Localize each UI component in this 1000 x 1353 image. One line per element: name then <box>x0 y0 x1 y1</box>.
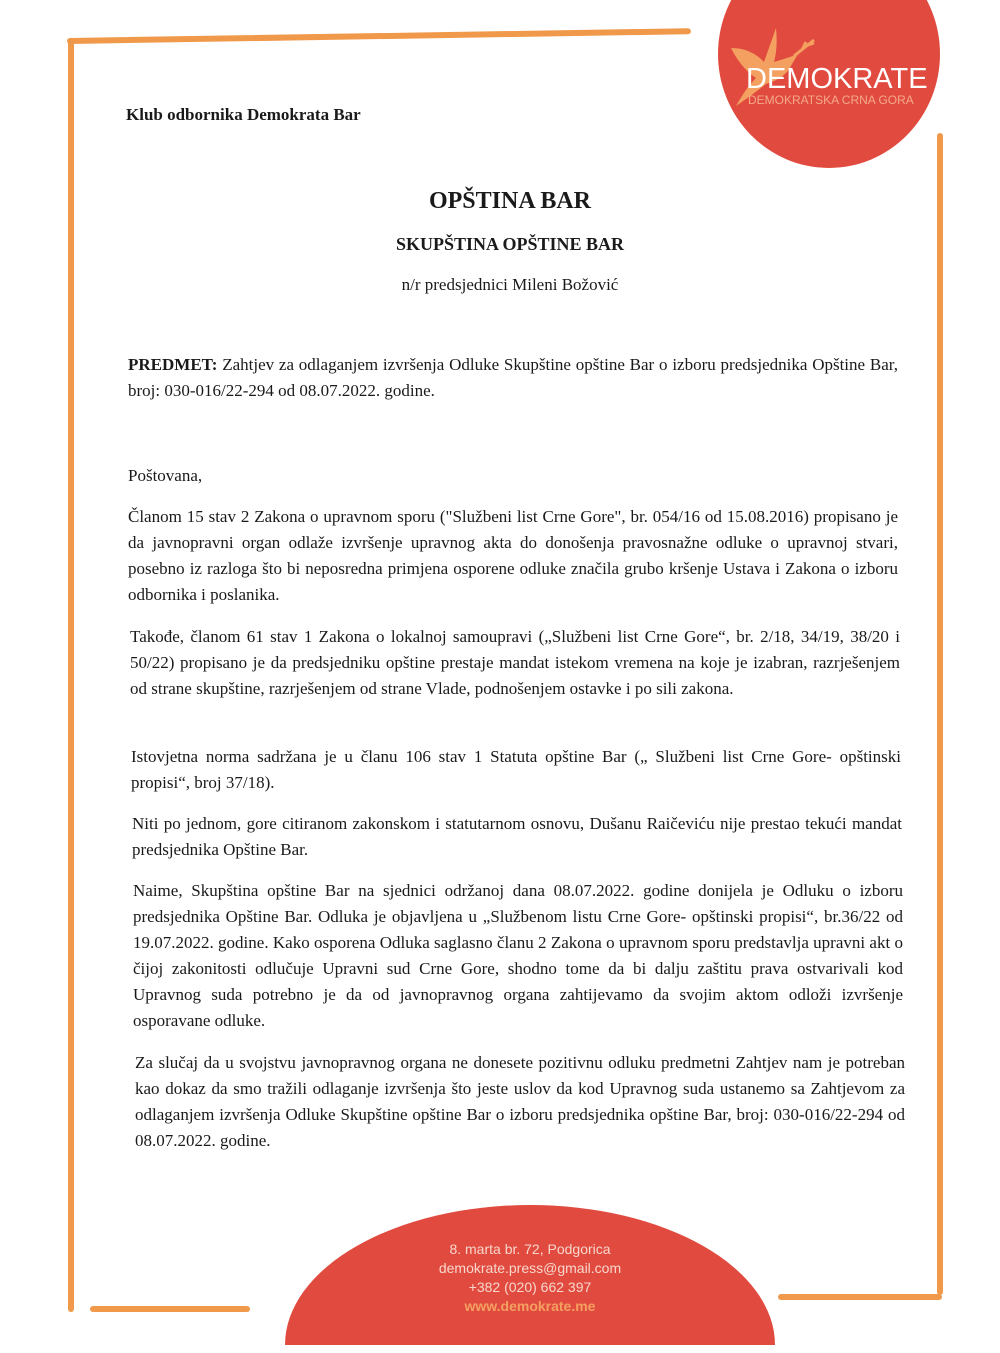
subject-label: PREDMET: <box>128 355 218 374</box>
recipient: n/r predsjednici Mileni Božović <box>401 275 619 294</box>
logo-subtitle: DEMOKRATSKA CRNA GORA <box>748 93 914 107</box>
frame-left <box>68 40 74 1312</box>
footer-address: 8. marta br. 72, Podgorica <box>449 1241 611 1257</box>
footer-website: www.demokrate.me <box>464 1298 596 1314</box>
subject <box>128 352 898 404</box>
document-title: OPŠTINA BAR <box>428 188 592 214</box>
paragraph: Niti po jednom, gore citiranom zakonskom i statutarnom osnovu, Dušanu Raičeviću nije prestao tekući mandat predsjednika Opštine Bar. <box>132 814 902 859</box>
document-subtitle: SKUPŠTINA OPŠTINE BAR <box>395 234 625 254</box>
paragraph: Članom 15 stav 2 Zakona o upravnom sporu ("Službeni list Crne Gore", br. 054/16 od 15.08.2016) propisano je da javnopravni organ odlaže izvršenje upravnog akta do donošenja pravosnažne odluke o upravnoj stvari, posebno iz razloga što bi neposredna primjena osporene odluke značila grubo kršenje Ustava i Zakona o izboru odbornika i poslanika. <box>128 507 898 604</box>
logo-name: DEMOKRATE <box>746 63 928 95</box>
footer-email: demokrate.press@gmail.com <box>438 1260 622 1276</box>
frame-bottom-right <box>778 1294 942 1300</box>
frame-right <box>937 133 943 1295</box>
subject-text: Zahtjev za odlaganjem izvršenja Odluke Skupštine opštine Bar o izboru predsjednika Opštine Bar, broj: 030-016/22-294 od 08.07.2022. godine. <box>128 355 898 400</box>
greeting: Poštovana, <box>128 466 203 485</box>
club-name: Klub odbornika Demokrata Bar <box>126 105 361 124</box>
footer-contact <box>285 1205 775 1345</box>
demokrate-logo <box>718 0 940 168</box>
paragraph: Za slučaj da u svojstvu javnopravnog organa ne donesete pozitivnu odluku predmetni Zahtjev nam je potreban kao dokaz da smo tražili odlaganje izvršenja što jeste uslov da kod Upravnog suda ustanemo sa Zahtjevom za odlaganjem izvršenja Odluke Skupštine opštine Bar o izboru predsjednika opštine Bar, broj: 030-016/22-294 od 08.07.2022. godine. <box>135 1053 905 1150</box>
paragraph: Takođe, članom 61 stav 1 Zakona o lokalnoj samoupravi („Službeni list Crne Gore“, br. 2/18, 34/19, 38/20 i 50/22) propisano je da predsjedniku opštine prestaje mandat istekom vremena na koje je izabran, razrješenjem od strane skupštine, razrješenjem od strane Vlade, podnošenjem ostavke i po sili zakona. <box>130 627 900 698</box>
frame-bottom-left <box>90 1306 250 1312</box>
paragraph: Naime, Skupština opštine Bar na sjednici održanoj dana 08.07.2022. godine donijela je Odluku o izboru predsjednika Opštine Bar. Odluka je objavljena u „Službenom listu Crne Gore- opštinski propisi“, br.36/22 od 19.07.2022. godine. Kako osporena Odluka saglasno članu 2 Zakona o upravnom sporu predstavlja upravni akt o čijoj zakonitosti odlučuje Upravni sud Crne Gore, shodno tome da bi dalju zaštitu prava ostvarivali kod Upravnog suda potrebno je da od javnopravnog organa zahtijevamo da svojim aktom odloži izvršenje osporavane odluke. <box>133 881 903 1030</box>
paragraph: Istovjetna norma sadržana je u članu 106 stav 1 Statuta opštine Bar („ Službeni list Crne Gore- opštinski propisi“, broj 37/18). <box>131 747 901 792</box>
footer-phone: +382 (020) 662 397 <box>468 1279 592 1295</box>
frame-top <box>67 28 691 44</box>
